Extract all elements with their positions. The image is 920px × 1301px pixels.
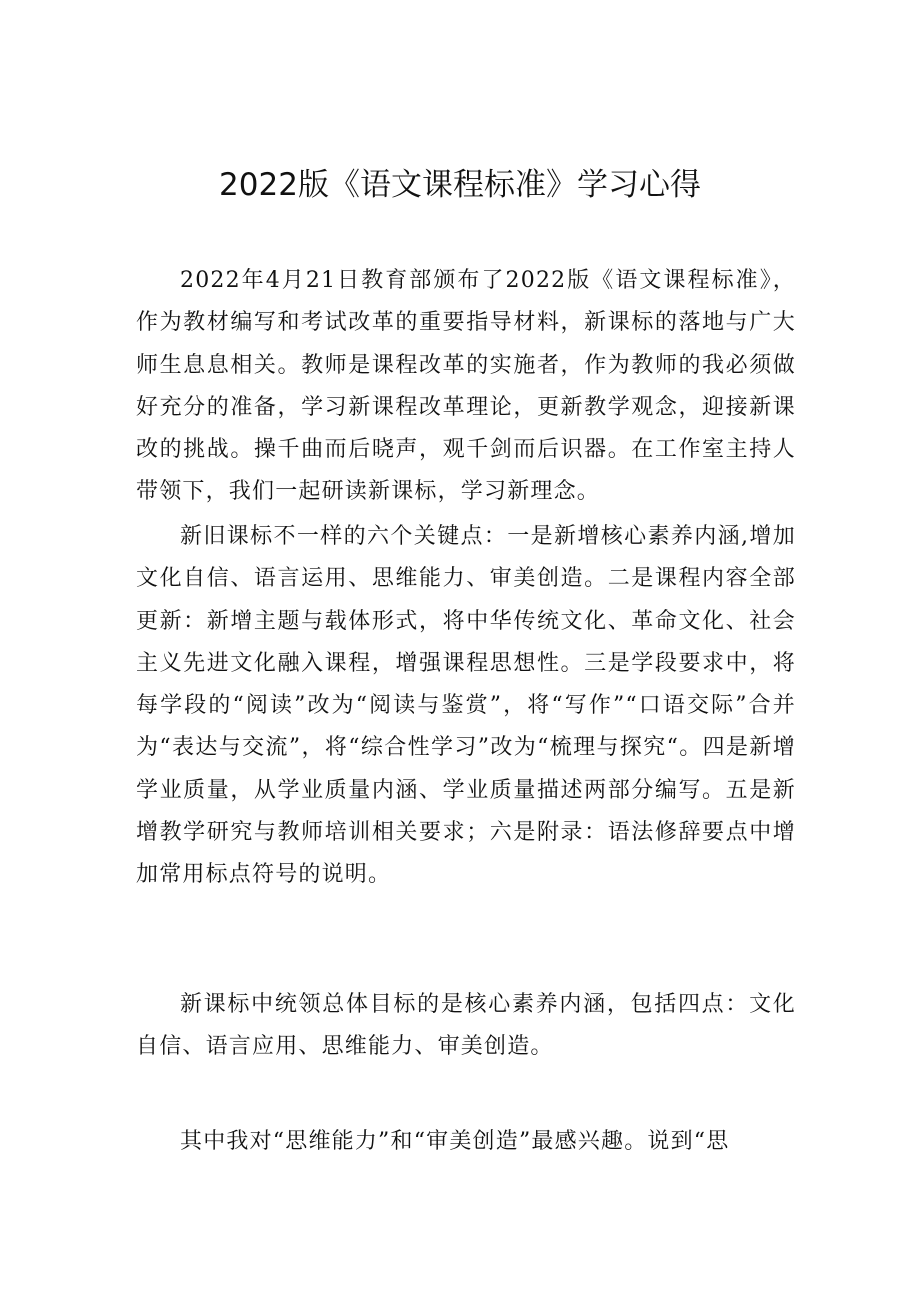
paragraph-intro: 2022年4月21日教育部颁布了2022版《语文课程标准》，作为教材编写和考试改革的重要指导材料，新课标的落地与广大师生息息相关。教师是课程改革的实施者，作为教师的我必须做好充分的准备，学习新课程改革理论，更新教学观念，迎接新课改的挑战。操千曲而后晓声，观千剑而后识器。在工作室主持人带领下，我们一起研读新课标，学习新理念。 — [136, 268, 796, 505]
document-title: 2022版《语文课程标准》学习心得 — [219, 167, 701, 203]
paragraph-interest: 其中我对“思维能力”和“审美创造”最感兴趣。说到“思 — [180, 1129, 730, 1154]
paragraph-core-literacy: 新课标中统领总体目标的是核心素养内涵，包括四点：文化自信、语言应用、思维能力、审美创造。 — [136, 992, 796, 1060]
paragraph-key-points: 新旧课标不一样的六个关键点：一是新增核心素养内涵,增加文化自信、语言运用、思维能力、审美创造。二是课程内容全部更新：新增主题与载体形式，将中华传统文化、革命文化、社会主义先进文化融入课程，增强课程思想性。三是学段要求中，将每学段的“阅读”改为“阅读与鉴赏”，将“写作”“口语交际”合并为“表达与交流”，将“综合性学习”改为“梳理与探究“。四是新增学业质量，从学业质量内涵、学业质量描述两部分编写。五是新增教学研究与教师培训相关要求；六是附录：语法修辞要点中增加常用标点符号的说明。 — [136, 524, 796, 888]
